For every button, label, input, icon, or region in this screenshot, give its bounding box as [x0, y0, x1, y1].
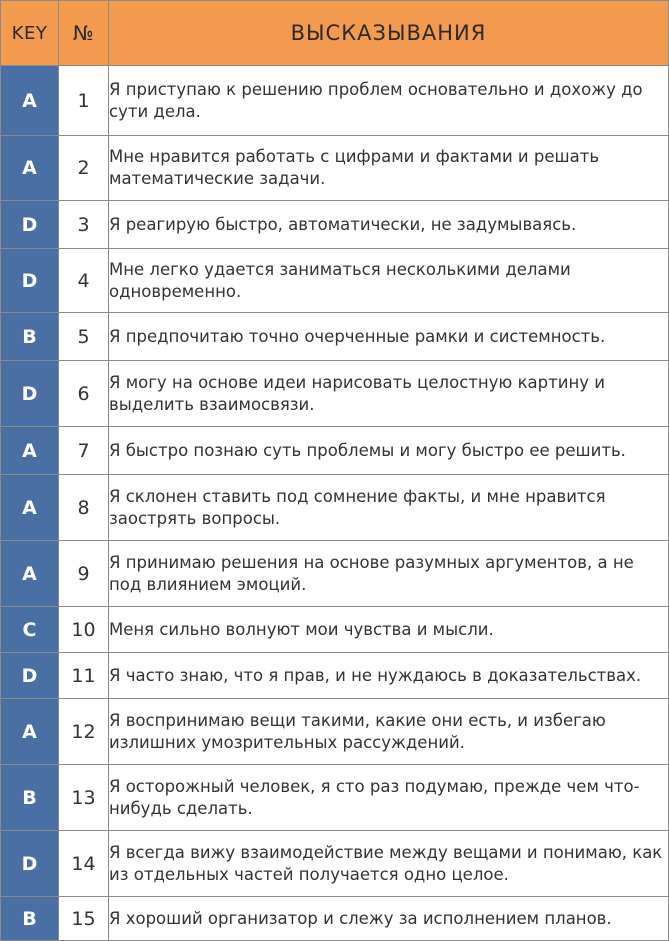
statement-cell: Я принимаю решения на основе разумных аргументов, а не под влиянием эмоций.	[109, 541, 669, 607]
table-row	[1, 136, 669, 201]
number-cell: 6	[59, 361, 109, 427]
number-cell: 14	[59, 831, 109, 897]
number-cell: 13	[59, 765, 109, 831]
number-cell: 8	[59, 475, 109, 541]
key-cell: D	[1, 249, 59, 313]
number-cell: 4	[59, 249, 109, 313]
table-row	[1, 201, 669, 249]
table-row	[1, 361, 669, 427]
statement-cell: Я склонен ставить под сомнение факты, и мне нравится заострять вопросы.	[109, 475, 669, 541]
key-cell: D	[1, 831, 59, 897]
table-row	[1, 897, 669, 941]
table-row	[1, 831, 669, 897]
statement-cell: Я часто знаю, что я прав, и не нуждаюсь в доказательствах.	[109, 653, 669, 699]
table-row	[1, 699, 669, 765]
statement-cell: Я всегда вижу взаимодействие между вещами и понимаю, как из отдельных частей получается одно целое.	[109, 831, 669, 897]
number-cell: 12	[59, 699, 109, 765]
statement-cell: Я хороший организатор и слежу за исполнением планов.	[109, 897, 669, 941]
statement-cell: Я могу на основе идеи нарисовать целостную картину и выделить взаимосвязи.	[109, 361, 669, 427]
number-cell: 9	[59, 541, 109, 607]
key-cell: A	[1, 66, 59, 136]
header-row	[1, 1, 669, 66]
table-row	[1, 607, 669, 653]
key-cell: A	[1, 699, 59, 765]
table-body	[1, 66, 669, 941]
statement-cell: Я реагирую быстро, автоматически, не задумываясь.	[109, 201, 669, 249]
statement-cell: Мне легко удается заниматься несколькими делами одновременно.	[109, 249, 669, 313]
statements-column-header: ВЫСКАЗЫВАНИЯ	[109, 1, 669, 66]
table-row	[1, 313, 669, 361]
table-row	[1, 541, 669, 607]
table-row	[1, 66, 669, 136]
key-cell: B	[1, 765, 59, 831]
number-cell: 2	[59, 136, 109, 201]
key-column-header: KEY	[1, 1, 59, 66]
table-row	[1, 765, 669, 831]
table-row	[1, 653, 669, 699]
key-cell: A	[1, 475, 59, 541]
key-cell: D	[1, 653, 59, 699]
key-cell: A	[1, 136, 59, 201]
statement-cell: Я воспринимаю вещи такими, какие они есть, и избегаю излишних умозрительных рассуждений.	[109, 699, 669, 765]
table-row	[1, 475, 669, 541]
statement-cell: Мне нравится работать с цифрами и фактами и решать математические задачи.	[109, 136, 669, 201]
key-cell: B	[1, 897, 59, 941]
table-row	[1, 427, 669, 475]
table-row	[1, 249, 669, 313]
key-cell: B	[1, 313, 59, 361]
statement-cell: Меня сильно волнуют мои чувства и мысли.	[109, 607, 669, 653]
key-cell: A	[1, 541, 59, 607]
number-cell: 3	[59, 201, 109, 249]
number-cell: 11	[59, 653, 109, 699]
statement-cell: Я приступаю к решению проблем основательно и дохожу до сути дела.	[109, 66, 669, 136]
number-cell: 7	[59, 427, 109, 475]
key-cell: A	[1, 427, 59, 475]
key-cell: D	[1, 361, 59, 427]
number-column-header: №	[59, 1, 109, 66]
number-cell: 15	[59, 897, 109, 941]
number-cell: 1	[59, 66, 109, 136]
statement-cell: Я осторожный человек, я сто раз подумаю, прежде чем что-нибудь сделать.	[109, 765, 669, 831]
number-cell: 10	[59, 607, 109, 653]
statement-cell: Я быстро познаю суть проблемы и могу быстро ее решить.	[109, 427, 669, 475]
key-cell: C	[1, 607, 59, 653]
table-header	[1, 1, 669, 66]
number-cell: 5	[59, 313, 109, 361]
key-cell: D	[1, 201, 59, 249]
statement-cell: Я предпочитаю точно очерченные рамки и системность.	[109, 313, 669, 361]
